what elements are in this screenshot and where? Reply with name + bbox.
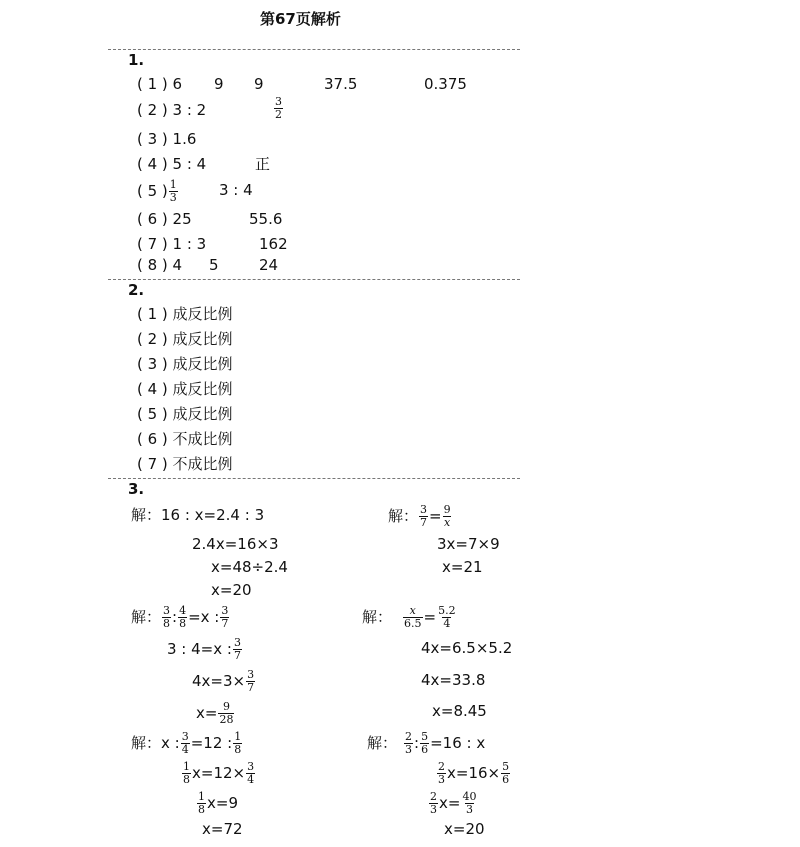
- q1-7-prefix: ( 7 ) 1 : 3: [137, 235, 207, 253]
- q2-item: ( 6 ) 不成比例: [137, 430, 233, 448]
- p5-line4: x=72: [202, 820, 243, 838]
- p4-line2: 4x=6.5×5.2: [421, 639, 513, 657]
- q1-8-a: 5: [209, 256, 219, 274]
- q1-1-prefix: ( 1 ) 6: [137, 75, 183, 93]
- q1-7-a: 162: [259, 235, 288, 253]
- q1-1-a: 9: [214, 75, 224, 93]
- divider: [108, 279, 520, 280]
- q1-1-d: 0.375: [424, 75, 467, 93]
- section-2-label: 2.: [128, 281, 145, 299]
- divider: [108, 49, 520, 50]
- p3-line4: x= $\frac{9}{28}$: [196, 699, 234, 726]
- p2-line1: 解： $\frac{3}{7}$ = $\frac{9}{x}$: [388, 502, 451, 529]
- page-title: 第67页解析: [260, 10, 341, 28]
- q1-4-a: 正: [255, 155, 271, 173]
- p2-line3: x=21: [442, 558, 483, 576]
- q1-1-b: 9: [254, 75, 264, 93]
- q2-item: ( 2 ) 成反比例: [137, 330, 233, 348]
- q1-6-prefix: ( 6 ) 25: [137, 210, 192, 228]
- q1-2-prefix: ( 2 ) 3 : 2: [137, 101, 207, 119]
- p6-line2: 2 3 x=16× $\frac{5}{6}$: [438, 759, 510, 786]
- p1-line4: x=20: [211, 581, 252, 599]
- p3-line2: 3 : 4=x : 3 7: [167, 635, 241, 662]
- q1-1-c: 37.5: [324, 75, 358, 93]
- p4-line4: x=8.45: [432, 702, 487, 720]
- p4-line1: 解： $\frac{x}{6.5}$ = $\frac{5.2}{4}$: [362, 603, 456, 630]
- p6-line1: 解： 2 3 : $\frac{5}{6}$ =16 : x: [367, 729, 486, 756]
- q1-2-fraction: $\frac{3}{2}$: [275, 95, 282, 121]
- p5-line3: 1 8 x=9: [198, 789, 238, 816]
- q1-8-b: 24: [259, 256, 279, 274]
- q2-item: ( 3 ) 成反比例: [137, 355, 233, 373]
- divider: [108, 478, 520, 479]
- p6-line3: 2 3 x= $\frac{40}{3}$: [430, 789, 477, 816]
- section-3-label: 3.: [128, 480, 145, 498]
- p5-line1: 解：x : $\frac{3}{4}$ =12 : 1 8: [131, 729, 242, 756]
- p3-line3: 4x=3× $\frac{3}{7}$: [192, 667, 255, 694]
- p3-line1: 解： 3 8 : $\frac{4}{8}$ =x : 3 7: [131, 603, 229, 630]
- q1-5-prefix: ( 5 ) 1 3: [137, 177, 177, 204]
- q1-5-a: 3 : 4: [219, 181, 253, 199]
- q1-3-prefix: ( 3 ) 1.6: [137, 130, 197, 148]
- p1-line2: 2.4x=16×3: [192, 535, 279, 553]
- p2-line2: 3x=7×9: [437, 535, 500, 553]
- q2-item: ( 5 ) 成反比例: [137, 405, 233, 423]
- p6-line4: x=20: [444, 820, 485, 838]
- q1-6-a: 55.6: [249, 210, 283, 228]
- p4-line3: 4x=33.8: [421, 671, 486, 689]
- p5-line2: 1 8 x=12× $\frac{3}{4}$: [183, 759, 255, 786]
- p1-line3: x=48÷2.4: [211, 558, 288, 576]
- p1-line1: 解：16 : x=2.4 : 3: [131, 506, 265, 524]
- section-1-label: 1.: [128, 51, 145, 69]
- q2-item: ( 7 ) 不成比例: [137, 455, 233, 473]
- q1-8-prefix: ( 8 ) 4: [137, 256, 183, 274]
- q1-4-prefix: ( 4 ) 5 : 4: [137, 155, 207, 173]
- q2-item: ( 4 ) 成反比例: [137, 380, 233, 398]
- q2-item: ( 1 ) 成反比例: [137, 305, 233, 323]
